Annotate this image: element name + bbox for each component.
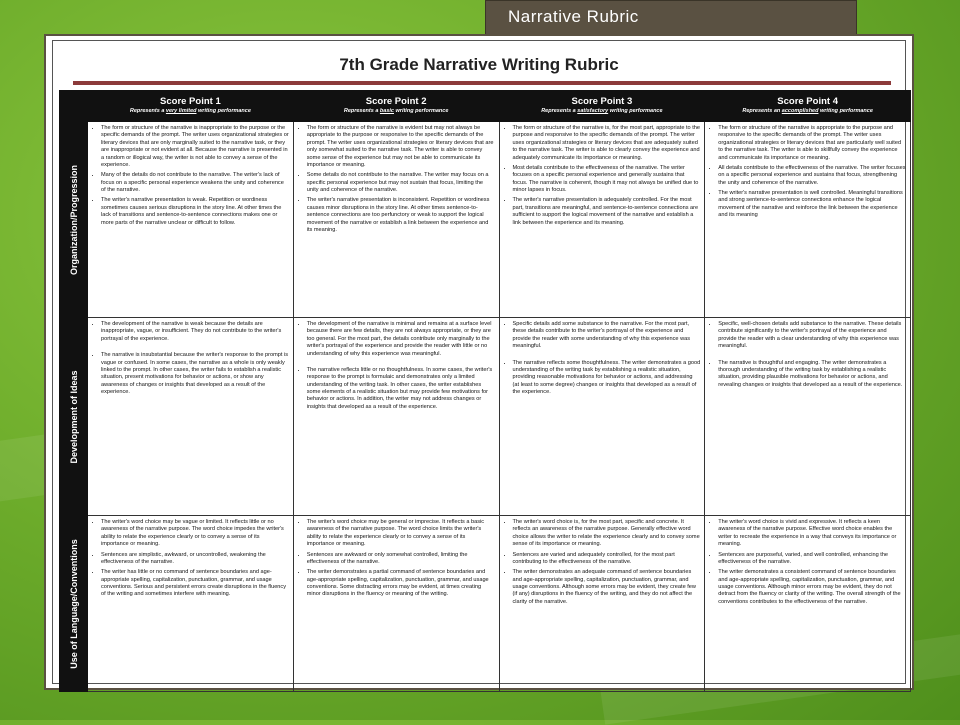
row-label: Development of Ideas [68, 369, 79, 464]
rubric-cell [293, 516, 499, 692]
column-header-3 [499, 91, 705, 122]
criteria-list [709, 321, 906, 389]
criteria-item: • The narrative is thoughtful and engaging. The writer demonstrates a thorough understanding of the writing task by establishing a realistic situation, providing plausible motivations for behavior or actions, and revealing changes or insights that developed as a result of the experience. [718, 360, 906, 390]
criteria-item: • The writer's narrative presentation is weak. Repetition or wordiness sometimes causes serious disruptions in the story line. At other times the lack of transitions and sentence-to-sentence connections makes one or more parts of the narrative unclear or difficult to follow. [101, 197, 289, 227]
criteria-item: • The writer's word choice may be general or imprecise. It reflects a basic awareness of the narrative purpose. The word choice limits the writer's ability to relate the experience clearly or to convey a sense of its importance or meaning. [307, 519, 495, 549]
row-label-cell [60, 516, 88, 692]
column-header-4 [705, 91, 911, 122]
criteria-item: • The development of the narrative is weak because the details are inappropriate, vague, or insufficient. They do not contribute to the writer's portrayal of the experience. [101, 321, 289, 343]
criteria-item: • The writer's narrative presentation is well controlled. Meaningful transitions and strong sentence-to-sentence connections enhance the logical movement of the narrative and reinforce the link between the experience and its meaning [718, 190, 906, 220]
column-subheading [502, 108, 703, 114]
criteria-list [298, 125, 495, 234]
column-subheading [707, 108, 908, 114]
criteria-list [92, 519, 289, 599]
criteria-list [298, 519, 495, 599]
rubric-document-frame [44, 34, 914, 690]
criteria-item: • The development of the narrative is minimal and remains at a surface level because there are few details, they are not always appropriate, or they are too general. For the most part, the details contribute only marginally to the writer's portrayal of the experience and provide the reader with little or no understanding of why this experience was meaningful. [307, 321, 495, 358]
criteria-item: • Many of the details do not contribute to the narrative. The writer's lack of focus on a specific personal experience weakens the unity and coherence of the narrative. [101, 172, 289, 194]
header-row [60, 91, 911, 122]
subheading-emphasis: basic [379, 108, 394, 115]
criteria-list [504, 125, 701, 227]
criteria-item: • The form or structure of the narrative is appropriate to the purpose and responsive to the specific demands of the prompt. The writer uses organizational strategies or literary devices that are particularly well suited to the narrative task. The writer is able to skillfully convey the experience and communicate its importance or meaning. [718, 125, 906, 162]
column-header-1 [88, 91, 294, 122]
row-label: Use of Language/Conventions [68, 538, 79, 669]
subheading-emphasis: satisfactory [577, 108, 609, 115]
criteria-item: • The writer's narrative presentation is adequately controlled. For the most part, transitions are meaningful, and sentence-to-sentence connections are sufficient to support the logical movement of the narrative and establish a link between the experience and its meaning. [513, 197, 701, 227]
row-label-cell [60, 318, 88, 516]
rubric-document [52, 40, 906, 684]
rubric-row [60, 122, 911, 318]
criteria-item: • Some details do not contribute to the narrative. The writer may focus on a specific personal experience but may not sustain that focus, limiting the unity and coherence of the narrative. [307, 172, 495, 194]
rubric-cell [499, 122, 705, 318]
subheading-suffix: writing performance [818, 108, 873, 115]
rubric-cell [705, 516, 911, 692]
criteria-item: • The narrative reflects little or no thoughtfulness. In some cases, the writer's response to the prompt is formulaic and demonstrates only a limited understanding of the writing task. In other cases, the writer establishes some elements of a realistic situation but may provide few motivations for behavior or actions. In addition, the writer may not address changes or insights that developed as a result of the experience. [307, 367, 495, 411]
criteria-list [92, 321, 289, 396]
criteria-item: • Specific details add some substance to the narrative. For the most part, these details contribute to the writer's portrayal of the experience and provide the reader with some understanding of why this experience was meaningful. [513, 321, 701, 351]
criteria-item: • Sentences are varied and adequately controlled, for the most part contributing to the effectiveness of the narrative. [513, 552, 701, 567]
column-heading: Score Point 3 [571, 96, 633, 108]
criteria-item: • The narrative reflects some thoughtfulness. The writer demonstrates a good understanding of the writing task by establishing a realistic situation, providing reasonable motivations for behavior or actions, and addressing (at least to some degree) changes or insights that developed as a result of the experience. [513, 360, 701, 397]
criteria-list [709, 125, 906, 220]
subheading-emphasis: accomplished [781, 108, 819, 115]
criteria-item: • Sentences are simplistic, awkward, or uncontrolled, weakening the effectiveness of the narrative. [101, 552, 289, 567]
criteria-item: • The writer demonstrates an adequate command of sentence boundaries and age-appropriate spelling, capitalization, punctuation, grammar, and usage conventions. Although some errors may be evident, they create few (if any) disruptions in the fluency of the writing, and they do not affect the clarity of the narrative. [513, 569, 701, 606]
row-label-cell [60, 122, 88, 318]
slide-title-tab [485, 0, 857, 38]
subheading-emphasis: very limited [165, 108, 197, 115]
slide-title: Narrative Rubric [508, 7, 639, 26]
rubric-cell [88, 122, 294, 318]
criteria-item: • The writer's word choice is, for the most part, specific and concrete. It reflects an awareness of the narrative purpose. Generally effective word choice allows the writer to relate the experience clearly and to convey some sense of its importance or meaning. [513, 519, 701, 549]
criteria-item: • The writer demonstrates a consistent command of sentence boundaries and age-appropriate spelling, capitalization, punctuation, grammar, and usage conventions. Although minor errors may be evident, they do not detract from the fluency or clarity of the writing. The overall strength of the conventions contributes to the effectiveness of the narrative. [718, 569, 906, 606]
rubric-table [59, 90, 911, 692]
rubric-cell [88, 516, 294, 692]
criteria-item: • The writer's word choice may be vague or limited. It reflects little or no awareness of the narrative purpose. The word choice impedes the writer's ability to relate the experience clearly or to convey a sense of its importance or meaning. [101, 519, 289, 549]
criteria-item: • Most details contribute to the effectiveness of the narrative. The writer focuses on a specific personal experience and generally sustains that focus. The narrative is coherent, though it may not always be unified due to minor lapses in focus. [513, 165, 701, 195]
criteria-list [504, 321, 701, 396]
title-rule [73, 81, 891, 85]
criteria-item: • The narrative is insubstantial because the writer's response to the prompt is vague or confused. In some cases, the narrative as a whole is only weakly linked to the prompt. In other cases, the writer fails to establish a realistic situation, present motivations for behavior or actions, or show any awareness of changes or insights that developed as a result of the experience. [101, 352, 289, 396]
rubric-cell [499, 318, 705, 516]
corner-cell [60, 91, 88, 122]
criteria-list [709, 519, 906, 606]
criteria-item: • Specific, well-chosen details add substance to the narrative. These details contribute significantly to the writer's portrayal of the experience and provide the reader with a clear understanding of why this experience was meaningful. [718, 321, 906, 351]
column-header-2 [293, 91, 499, 122]
subheading-suffix: writing performance [196, 108, 251, 115]
rubric-cell [293, 122, 499, 318]
column-heading: Score Point 2 [365, 96, 427, 108]
subheading-prefix: Represents a [541, 108, 578, 115]
rubric-cell [499, 516, 705, 692]
criteria-item: • The form or structure of the narrative is evident but may not always be appropriate to the purpose or responsive to the specific demands of the prompt. The writer uses organizational strategies or literary devices that are only somewhat suited to the narrative task. The writer is able to convey some sense of the experience but may not be able to communicate its importance or meaning. [307, 125, 495, 169]
criteria-list [92, 125, 289, 227]
row-label: Organization/Progression [68, 164, 79, 275]
criteria-list [298, 321, 495, 411]
column-subheading [296, 108, 497, 114]
rubric-cell [293, 318, 499, 516]
column-heading: Score Point 4 [777, 96, 838, 108]
rubric-row [60, 516, 911, 692]
subheading-suffix: writing performance [394, 108, 449, 115]
subheading-prefix: Represents a [129, 108, 166, 115]
subheading-suffix: writing performance [608, 108, 663, 115]
rubric-cell [88, 318, 294, 516]
criteria-item: • The writer's narrative presentation is inconsistent. Repetition or wordiness causes minor disruptions in the story line. At other times sentence-to-sentence connections are too perfunctory or weak to support the logical movement of the narrative or establish a link between the experience and its meaning. [307, 197, 495, 234]
rubric-cell [705, 122, 911, 318]
criteria-item: • The writer demonstrates a partial command of sentence boundaries and age-appropriate spelling, capitalization, punctuation, grammar, and usage conventions. Some distracting errors may be evident, at times creating minor disruptions in the fluency or meaning of the writing. [307, 569, 495, 599]
rubric-cell [705, 318, 911, 516]
criteria-item: • Sentences are awkward or only somewhat controlled, limiting the effectiveness of the narrative. [307, 552, 495, 567]
criteria-item: • The form or structure of the narrative is, for the most part, appropriate to the purpose and responsive to the specific demands of the prompt. The writer uses organizational strategies or literary devices that are adequately suited to the narrative task. The writer is able to clearly convey the experience and adequately communicate its importance or meaning. [513, 125, 701, 162]
criteria-item: • Sentences are purposeful, varied, and well controlled, enhancing the effectiveness of the narrative. [718, 552, 906, 567]
rubric-row [60, 318, 911, 516]
criteria-list [504, 519, 701, 606]
document-title: 7th Grade Narrative Writing Rubric [339, 55, 619, 74]
criteria-item: • All details contribute to the effectiveness of the narrative. The writer focuses on a specific personal experience and sustains that focus, strengthening the unity and coherence of the narrative. [718, 165, 906, 187]
criteria-item: • The form or structure of the narrative is inappropriate to the purpose or the specific demands of the prompt. The writer uses organizational strategies or literary devices that are only marginally suited to the narrative task, or they are inappropriate or not evident at all. Because the narrative is presented in a random or illogical way, the writer is not able to convey a sense of the experience. [101, 125, 289, 169]
column-subheading [90, 108, 291, 114]
subheading-prefix: Represents an [742, 108, 782, 115]
criteria-item: • The writer's word choice is vivid and expressive. It reflects a keen awareness of the narrative purpose. Effective word choice enables the writer to recreate the experience in a way that conveys its importance or meaning. [718, 519, 906, 549]
column-heading: Score Point 1 [160, 96, 221, 108]
subheading-prefix: Represents a [343, 108, 380, 115]
criteria-item: • The writer has little or no command of sentence boundaries and age-appropriate spelling, capitalization, punctuation, grammar, and usage conventions. Serious and persistent errors create disruptions in the fluency of the writing and sometimes interfere with meaning. [101, 569, 289, 599]
